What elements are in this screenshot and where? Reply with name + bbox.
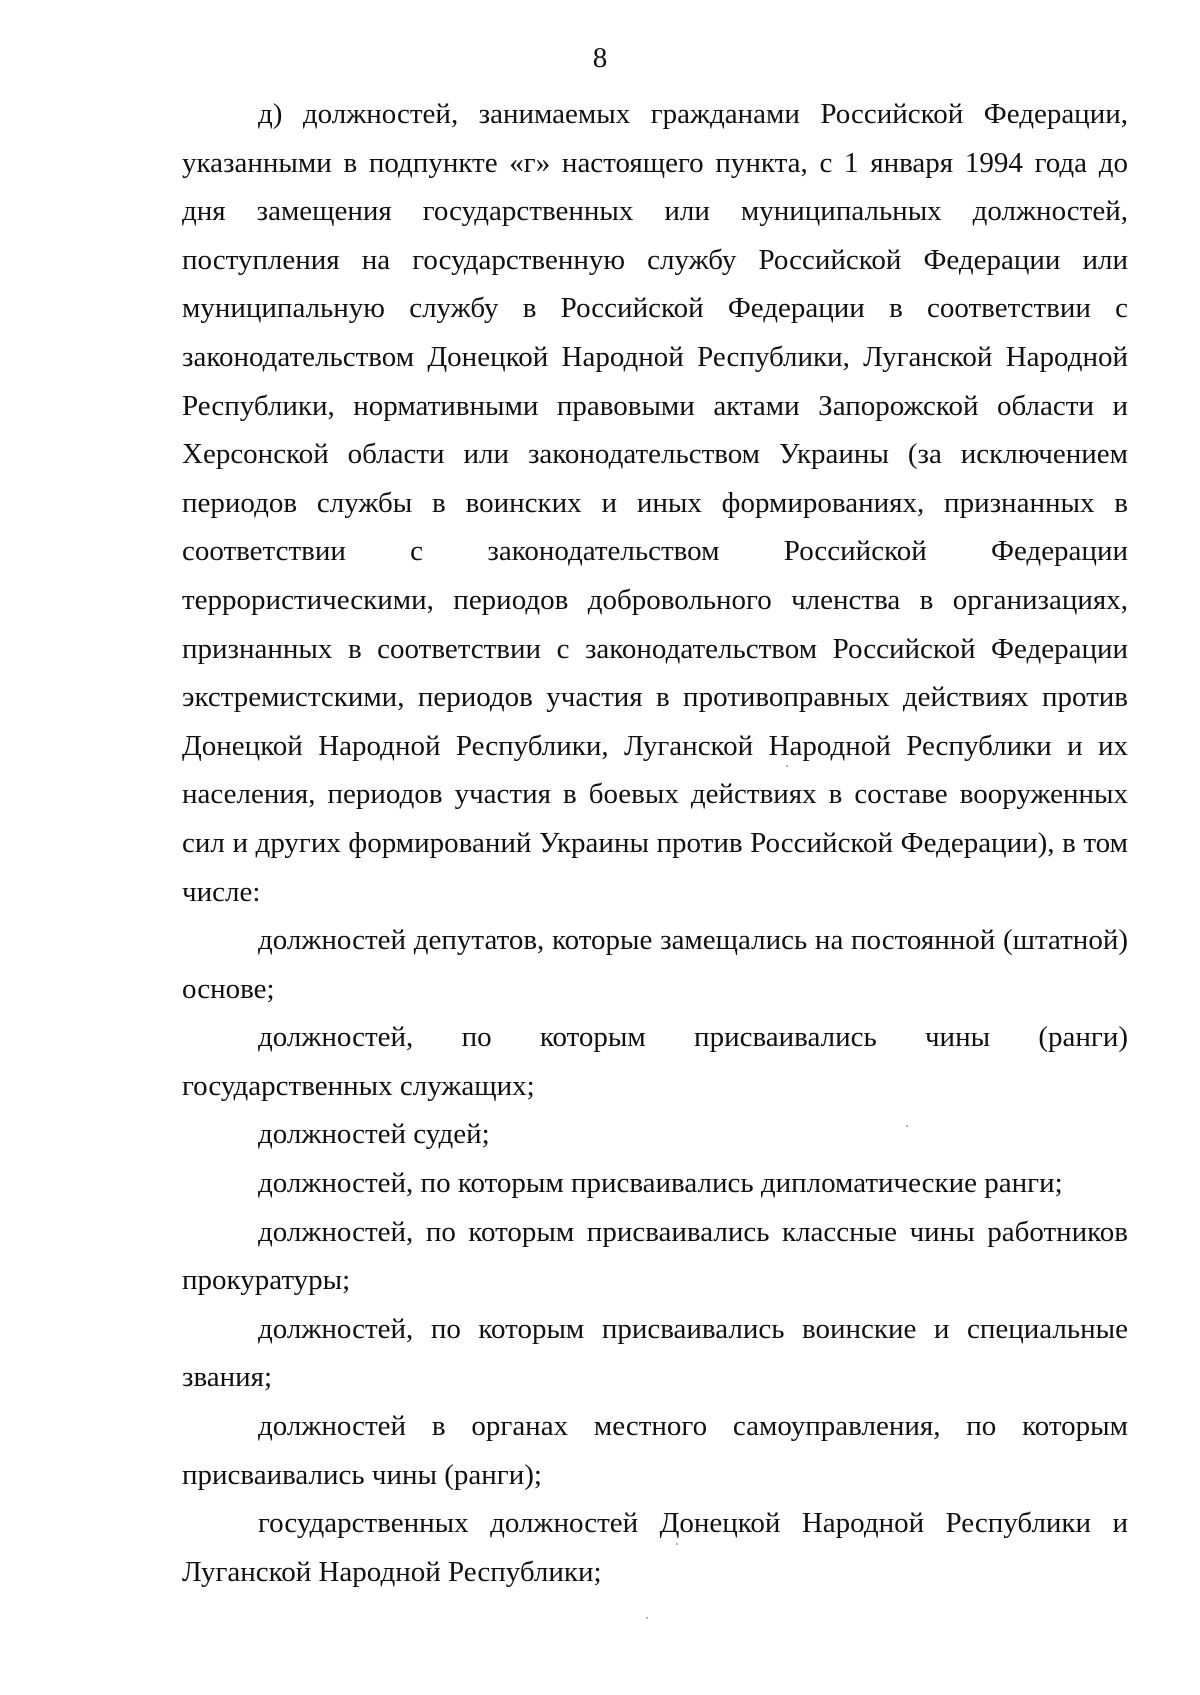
paragraph-local-government: должностей в органах местного самоуправления, по которым присваивались чины (ранги); bbox=[182, 1410, 1128, 1491]
paragraph-military-ranks: должностей, по которым присваивались воинские и специальные звания; bbox=[182, 1312, 1128, 1394]
paragraph-judges: должностей судей; bbox=[258, 1118, 490, 1151]
document-body bbox=[182, 90, 1128, 1596]
paragraph-prosecutors: должностей, по которым присваивались классные чины работников прокуратуры; bbox=[182, 1215, 1128, 1297]
scan-speck bbox=[786, 765, 788, 767]
scan-speck bbox=[646, 1617, 648, 1619]
paragraph-civil-servants: должностей, по которым присваивались чины (ранги) государственных служащих; bbox=[182, 1021, 1128, 1102]
scan-speck bbox=[676, 1543, 678, 1545]
page-number: 8 bbox=[592, 42, 608, 74]
paragraph-subitem-d: д) должностей, занимаемых гражданами Российской Федерации, указанными в подпункте «г» настоящего пункта, с 1 января 1994 года до дня замещения государственных или муниципальных должностей, поступления на государственную службу Российской Федерации или муниципальную службу в Российской Федерации в соответствии с законодательством Донецкой Народной Республики, Луганской Народной Республики, нормативными правовыми актами Запорожской области и Херсонской области или законодательством Украины (за исключением периодов службы в воинских и иных формированиях, признанных в соответствии с законодательством Российской Федерации террористическими, периодов добровольного членства в организациях, признанных в соответствии с законодательством Российской Федерации экстремистскими, периодов участия в противоправных действиях против Донецкой Народной Республики, Луганской Народной Республики и их населения, периодов участия в боевых действиях в составе вооруженных сил и других формирований Украины против Российской Федерации), в том числе: bbox=[182, 98, 1128, 908]
paragraph-diplomatic-ranks: должностей, по которым присваивались дипломатические ранги; bbox=[258, 1167, 1063, 1200]
scan-speck bbox=[906, 1125, 908, 1127]
paragraph-deputies: должностей депутатов, которые замещались на постоянной (штатной) основе; bbox=[182, 924, 1128, 1005]
paragraph-state-positions-dnr-lnr: государственных должностей Донецкой Народной Республики и Луганской Народной Республики; bbox=[182, 1507, 1128, 1588]
